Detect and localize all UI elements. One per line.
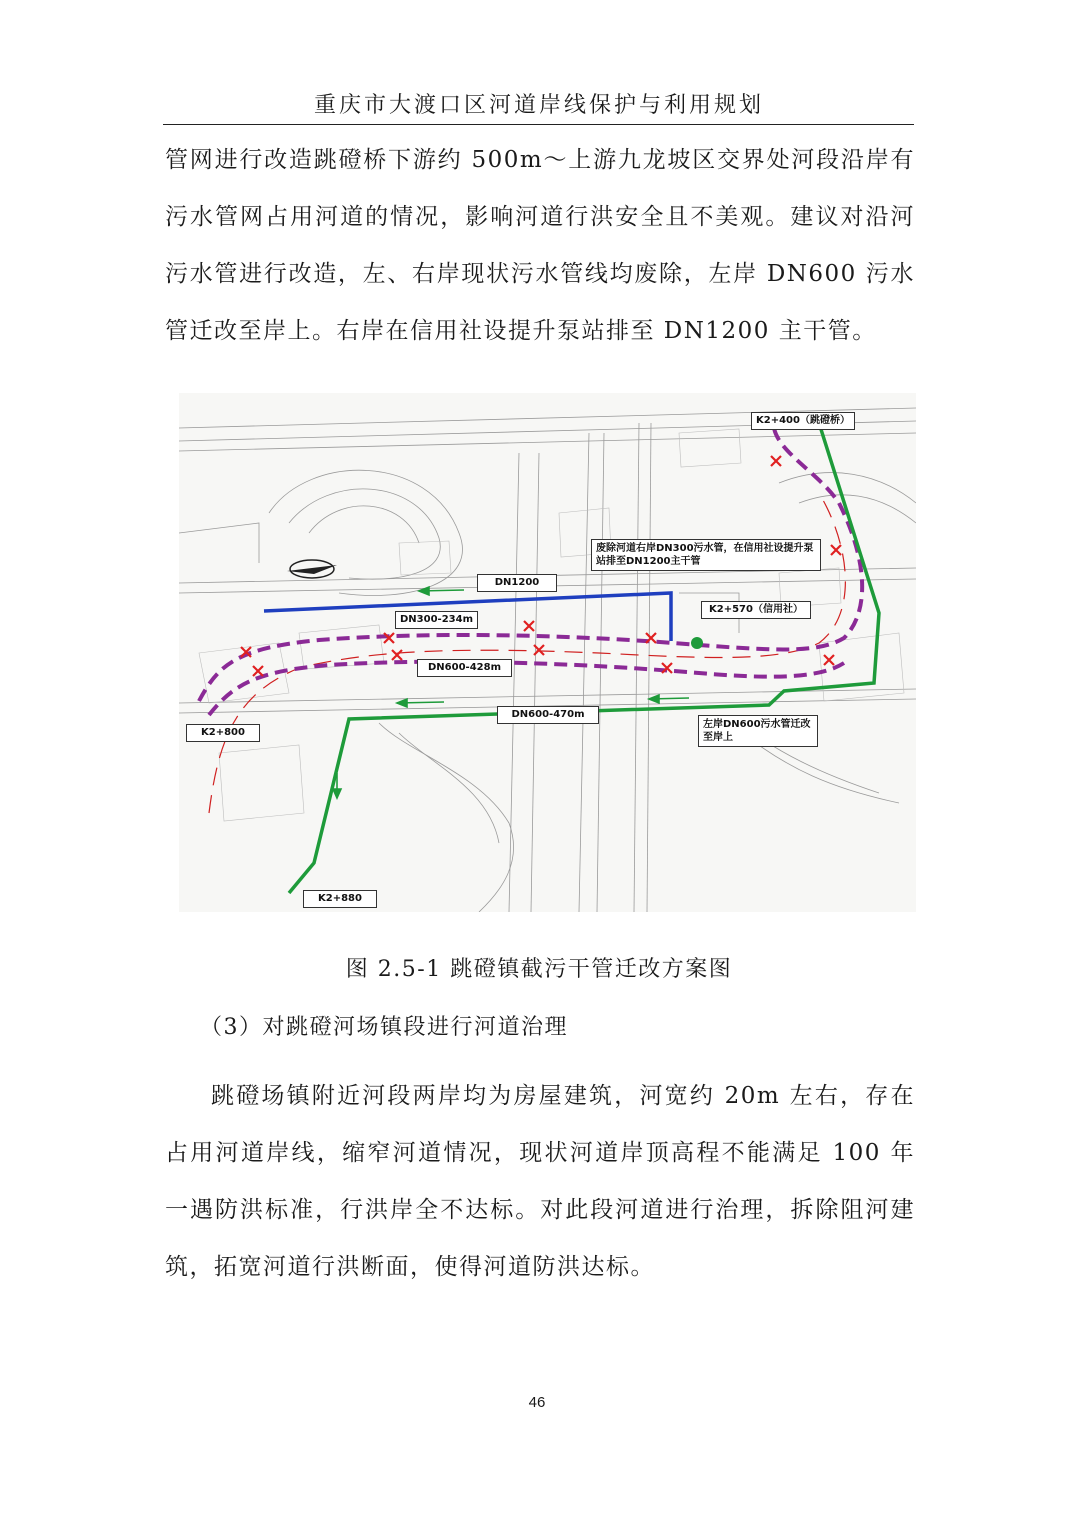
- page-number: 46: [528, 1394, 546, 1411]
- label-dn1200: DN1200: [477, 574, 557, 592]
- running-header: 重庆市大渡口区河道岸线保护与利用规划: [313, 93, 764, 118]
- figure-caption: 图 2.5-1 跳磴镇截污干管迁改方案图: [345, 957, 733, 982]
- label-k2-400: K2+400（跳磴桥）: [751, 412, 855, 430]
- map-drawing: [179, 393, 916, 912]
- label-dn600-428m: DN600-428m: [417, 659, 512, 677]
- base-map-lines: [179, 408, 916, 912]
- pump-station-marker: [691, 637, 703, 649]
- north-arrow-icon: [287, 560, 337, 578]
- label-k2-880: K2+880: [303, 890, 377, 908]
- paragraph-pipe-network: 管网进行改造跳磴桥下游约 500m～上游九龙坡区交界处河段沿岸有污水管网占用河道的情况，影响河道行洪安全且不美观。建议对沿河污水管进行改造，左、右岸现状污水管线均废除，左岸 DN600 污水管迁改至岸上。右岸在信用社设提升泵站排至 DN1200 主干管。: [165, 147, 915, 344]
- label-left-bank-note: 左岸DN600污水管迁改至岸上: [698, 715, 818, 747]
- label-dn600-470m: DN600-470m: [497, 706, 599, 724]
- label-k2-800: K2+800: [186, 724, 260, 742]
- label-dn300-234m: DN300-234m: [395, 611, 478, 629]
- paragraph-river-treatment: 跳磴场镇附近河段两岸均为房屋建筑，河宽约 20m 左右，存在占用河道岸线，缩窄河道情况，现状河道岸顶高程不能满足 100 年一遇防洪标准，行洪岸全不达标。对此段河道进行治理，拆除阻河建筑，拓宽河道行洪断面，使得河道防洪达标。: [165, 1083, 915, 1280]
- label-demolish-note: 废除河道右岸DN300污水管，在信用社设提升泵站排至DN1200主干管: [591, 539, 821, 571]
- section-subheading: （3）对跳磴河场镇段进行河道治理: [200, 1015, 568, 1040]
- label-k2-570: K2+570（信用社）: [701, 601, 811, 619]
- header-rule: [163, 124, 914, 125]
- pipe-relocation-map: [179, 393, 916, 912]
